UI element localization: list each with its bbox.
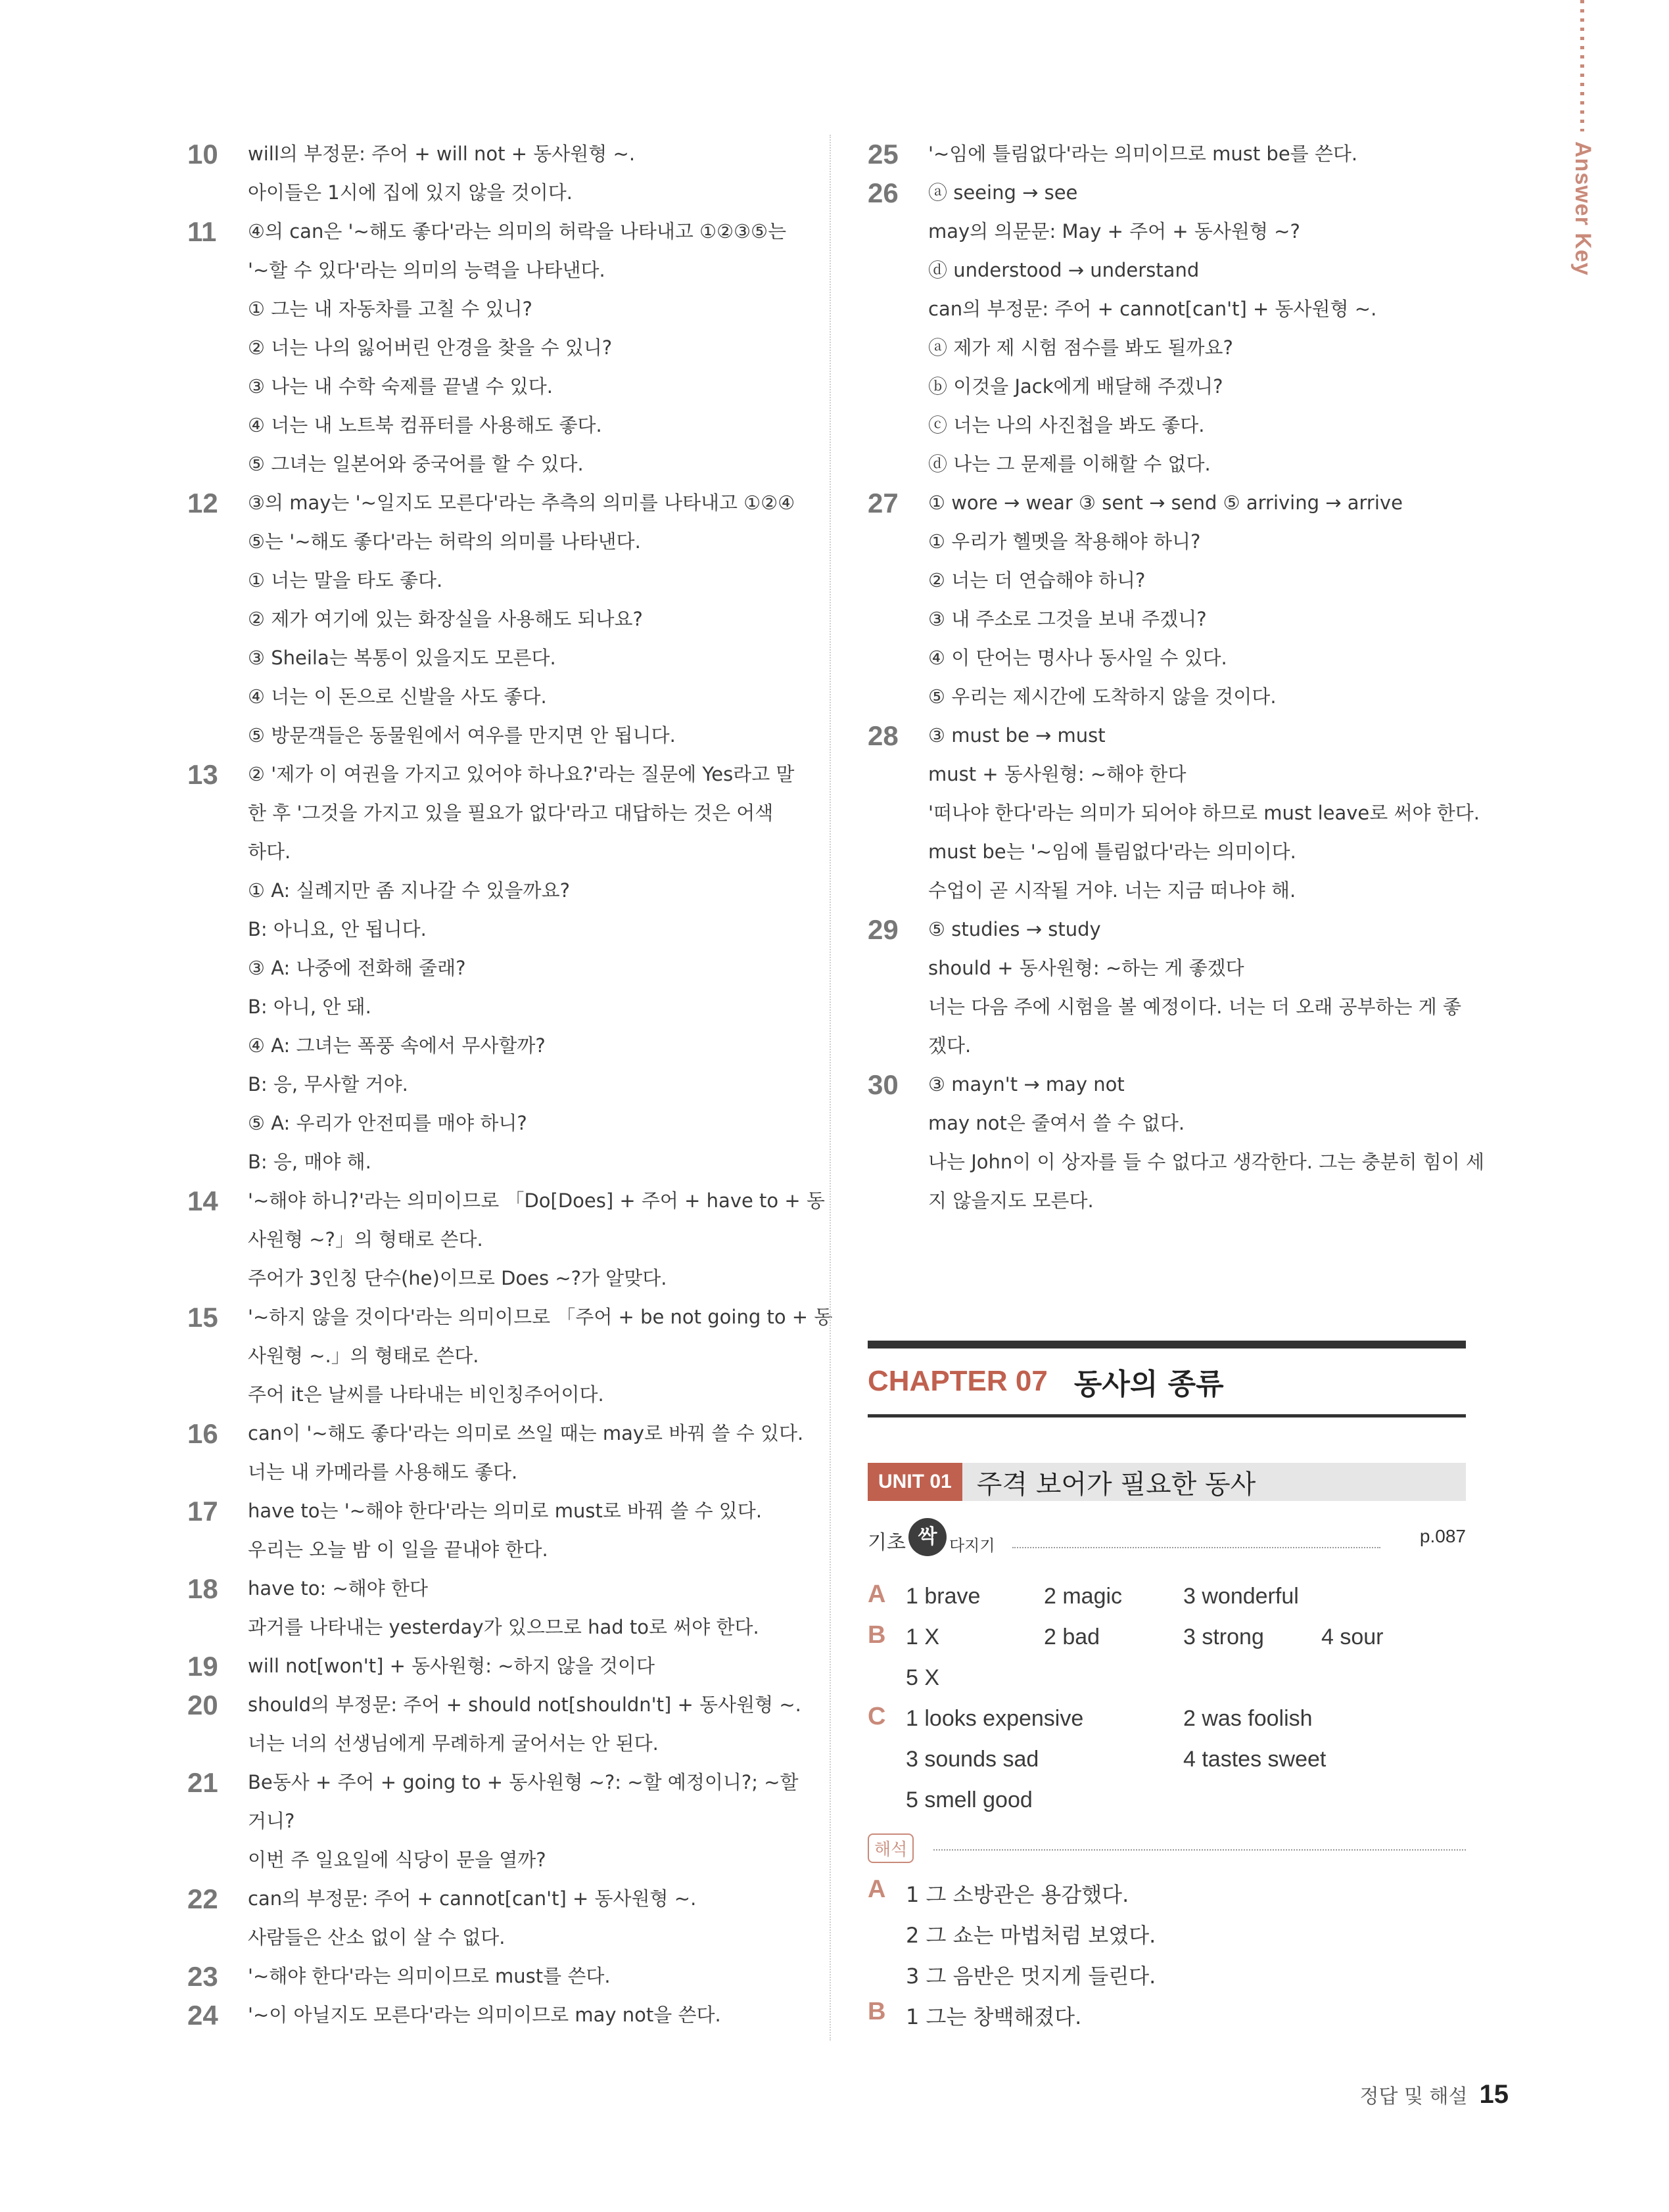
answer-item [187, 1996, 805, 2035]
answer-line: can의 부정문: 주어 + cannot[can't] + 동사원형 ~. [248, 1887, 697, 1910]
answer-line: ③ mayn't → may not [928, 1073, 1125, 1095]
answer-line: ④ 너는 이 돈으로 신발을 사도 좋다. [248, 685, 547, 708]
answer-number: 26 [868, 177, 899, 208]
answer-line: ④ 이 단어는 명사나 동사일 수 있다. [928, 647, 1227, 669]
answer-line: 과거를 나타내는 yesterday가 있으므로 had to로 써야 한다. [248, 1616, 759, 1638]
answer-line: ⑤ 방문객들은 동물원에서 여우를 만지면 안 됩니다. [248, 724, 676, 747]
answer-number: 15 [187, 1302, 218, 1333]
answer-line: 너는 내 카메라를 사용해도 좋다. [248, 1461, 518, 1483]
answer-line: will not[won't] + 동사원형: ~하지 않을 것이다 [248, 1655, 655, 1677]
answer-line: '~해야 하니?'라는 의미이므로 「Do[Does] + 주어 + have to + 동 [248, 1189, 825, 1212]
answer-number: 16 [187, 1418, 218, 1449]
answer-line: ⑤ 우리는 제시간에 도착하지 않을 것이다. [928, 685, 1277, 708]
answer-number: 20 [187, 1690, 218, 1720]
answer-line: B: 아니, 안 돼. [248, 996, 371, 1018]
answer-line: ③ Sheila는 복통이 있을지도 모른다. [248, 647, 556, 669]
answer-item [868, 716, 1480, 910]
answer-line: 나는 John이 이 상자를 들 수 없다고 생각한다. 그는 충분히 힘이 세 [928, 1151, 1485, 1173]
column-divider [830, 135, 831, 2040]
chapter-top-rule [868, 1341, 1466, 1348]
chapter-title: 동사의 종류 [1073, 1368, 1224, 1401]
answer-c3: 3 sounds sad [906, 1747, 1039, 1772]
answer-number: 22 [187, 1883, 218, 1914]
chapter-label: CHAPTER 07 [868, 1365, 1048, 1397]
section-letter-b: B [868, 1621, 886, 1649]
answer-line: '떠나야 한다'라는 의미가 되어야 하므로 must leave로 써야 한다. [928, 802, 1480, 824]
answer-item [187, 484, 805, 755]
translation-a1: 1 그 소방관은 용감했다. [906, 1882, 1129, 1907]
answer-line: have to: ~해야 한다 [248, 1577, 429, 1600]
answer-line: ① 너는 말을 타도 좋다. [248, 569, 443, 591]
answer-line: ① A: 실례지만 좀 지나갈 수 있을까요? [248, 879, 570, 902]
answer-item [187, 1414, 805, 1492]
unit-title: 주격 보어가 필요한 동사 [976, 1469, 1256, 1500]
translation-a2: 2 그 쇼는 마법처럼 보였다. [906, 1923, 1156, 1948]
answer-line: ⓓ understood → understand [928, 259, 1200, 281]
answer-line: '~해야 한다'라는 의미이므로 must를 쓴다. [248, 1965, 611, 1987]
answer-item [187, 1957, 805, 1996]
answer-line: ④의 can은 '~해도 좋다'라는 의미의 허락을 나타내고 ①②③⑤는 [248, 220, 787, 242]
dotted-leader [933, 1849, 1466, 1851]
answer-c1: 1 looks expensive [906, 1706, 1084, 1731]
answer-line: 주어가 3인칭 단수(he)이므로 Does ~?가 알맞다. [248, 1267, 667, 1289]
answer-item [868, 484, 1466, 716]
answer-line: 아이들은 1시에 집에 있지 않을 것이다. [248, 181, 573, 204]
answer-a2: 2 magic [1044, 1584, 1123, 1609]
answer-c5: 5 smell good [906, 1787, 1033, 1812]
answer-line: '~이 아닐지도 모른다'라는 의미이므로 may not을 쓴다. [248, 2004, 721, 2026]
answer-line: 우리는 오늘 밤 이 일을 끝내야 한다. [248, 1538, 548, 1561]
answer-item [187, 1182, 825, 1298]
answer-key-side-label: Answer Key [1570, 141, 1595, 276]
answer-number: 17 [187, 1496, 218, 1527]
answer-item [187, 1492, 805, 1569]
answer-line: should + 동사원형: ~하는 게 좋겠다 [928, 957, 1244, 979]
right-answer-column [868, 135, 1485, 1220]
side-dots [1580, 0, 1584, 131]
translation-badge: 해석 [868, 1833, 914, 1863]
answer-line: B: 아니요, 안 됩니다. [248, 918, 427, 940]
ssak-circle-icon: 싹 [908, 1518, 947, 1556]
answer-c4: 4 tastes sweet [1183, 1747, 1327, 1772]
answer-line: 하다. [248, 841, 291, 863]
answer-line: ⑤는 '~해도 좋다'라는 허락의 의미를 나타낸다. [248, 530, 641, 553]
translation-a3: 3 그 음반은 멋지게 들린다. [906, 1964, 1156, 1989]
answer-number: 25 [868, 139, 899, 170]
answer-number: 12 [187, 488, 218, 518]
answer-line: 겠다. [928, 1034, 972, 1057]
answer-line: ⓐ 제가 제 시험 점수를 봐도 될까요? [928, 336, 1233, 359]
answer-line: 사원형 ~.」의 형태로 쓴다. [248, 1345, 479, 1367]
answer-line: ⑤ studies → study [928, 918, 1101, 940]
answer-number: 27 [868, 488, 899, 518]
answer-number: 23 [187, 1961, 218, 1992]
section-letter-a: A [868, 1580, 886, 1608]
answer-line: 지 않을지도 모른다. [928, 1189, 1094, 1212]
answer-item [187, 1298, 833, 1414]
answer-line: 사원형 ~?」의 형태로 쓴다. [248, 1228, 483, 1251]
answer-item [868, 173, 1466, 484]
answer-line: 수업이 곧 시작될 거야. 너는 지금 떠나야 해. [928, 879, 1296, 902]
answer-line: 너는 너의 선생님에게 무례하게 굴어서는 안 된다. [248, 1732, 659, 1755]
answer-line: will의 부정문: 주어 + will not + 동사원형 ~. [248, 143, 636, 165]
unit-header [868, 1463, 1466, 1501]
answer-a3: 3 wonderful [1183, 1584, 1299, 1609]
answer-number: 10 [187, 139, 218, 170]
answer-line: ① wore → wear ③ sent → send ⑤ arriving → arrive [928, 492, 1403, 514]
answer-line: may not은 줄여서 쓸 수 없다. [928, 1112, 1185, 1134]
chapter-bottom-rule [868, 1414, 1466, 1417]
answer-line: ⓑ 이것을 Jack에게 배달해 주겠니? [928, 375, 1223, 398]
answer-line: ③ A: 나중에 전화해 줄래? [248, 957, 466, 979]
answer-line: must + 동사원형: ~해야 한다 [928, 763, 1187, 785]
answer-line: ② '제가 이 여권을 가지고 있어야 하나요?'라는 질문에 Yes라고 말 [248, 763, 795, 785]
answer-line: should의 부정문: 주어 + should not[shouldn't] + 동사원형 ~. [248, 1694, 801, 1716]
answer-item [868, 135, 1466, 173]
answer-line: 거니? [248, 1810, 295, 1832]
answer-b2: 2 bad [1044, 1624, 1100, 1649]
answer-line: ③의 may는 '~일지도 모른다'라는 추측의 의미를 나타내고 ①②④ [248, 492, 795, 514]
answer-line: ④ A: 그녀는 폭풍 속에서 무사할까? [248, 1034, 546, 1057]
answer-line: '~하지 않을 것이다'라는 의미이므로 「주어 + be not going to + 동 [248, 1306, 833, 1328]
answer-number: 24 [187, 2000, 218, 2031]
basic-label: 기초 [868, 1531, 906, 1554]
answer-line: 한 후 '그것을 가지고 있을 필요가 없다'라고 대답하는 것은 어색 [248, 802, 774, 824]
answer-number: 13 [187, 759, 218, 790]
section-letter-c: C [868, 1703, 886, 1730]
answer-a1: 1 brave [906, 1584, 981, 1609]
answer-line: 너는 다음 주에 시험을 볼 예정이다. 너는 더 오래 공부하는 게 좋 [928, 996, 1461, 1018]
answer-line: B: 응, 매야 해. [248, 1151, 371, 1173]
answer-item [187, 1647, 805, 1686]
chapter-header [868, 1341, 1466, 1417]
translation-letter-a: A [868, 1876, 886, 1903]
answer-line: 주어 it은 날씨를 나타내는 비인칭주어이다. [248, 1383, 604, 1406]
translation-b1: 1 그는 창백해졌다. [906, 2004, 1082, 2029]
answer-line: ② 너는 더 연습해야 하니? [928, 569, 1146, 591]
answer-line: ⑤ 그녀는 일본어와 중국어를 할 수 있다. [248, 453, 584, 475]
answer-line: Be동사 + 주어 + going to + 동사원형 ~?: ~할 예정이니?; ~할 [248, 1771, 799, 1793]
answer-line: 사람들은 산소 없이 살 수 없다. [248, 1926, 505, 1948]
answer-number: 11 [187, 216, 217, 247]
answer-item [187, 755, 805, 1182]
answer-number: 29 [868, 914, 899, 945]
answer-line: '~할 수 있다'라는 의미의 능력을 나타낸다. [248, 259, 605, 281]
answer-b3: 3 strong [1183, 1624, 1264, 1649]
page-reference: p.087 [1419, 1526, 1466, 1546]
answer-line: '~임에 틀림없다'라는 의미이므로 must be를 쓴다. [928, 143, 1358, 165]
answer-line: have to는 '~해야 한다'라는 의미로 must로 바꿔 쓸 수 있다. [248, 1500, 763, 1522]
answer-item [187, 1686, 805, 1763]
answer-line: ① 그는 내 자동차를 고칠 수 있니? [248, 298, 532, 320]
answer-line: ③ must be → must [928, 724, 1106, 747]
translation-header [868, 1833, 1466, 1862]
answer-line: may의 의문문: May + 주어 + 동사원형 ~? [928, 220, 1300, 242]
page-footer [1360, 2080, 1509, 2109]
answer-number: 19 [187, 1651, 218, 1682]
answer-b4: 4 sour [1321, 1624, 1384, 1649]
answer-line: ③ 나는 내 수학 숙제를 끝낼 수 있다. [248, 375, 553, 398]
answer-line: ⓐ seeing → see [928, 181, 1078, 204]
answer-b1: 1 X [906, 1624, 940, 1649]
answer-line: ⓓ 나는 그 문제를 이해할 수 없다. [928, 453, 1211, 475]
answer-item [868, 910, 1466, 1065]
answer-line: ③ 내 주소로 그것을 보내 주겠니? [928, 608, 1207, 630]
answer-number: 30 [868, 1069, 899, 1100]
answer-line: ② 너는 나의 잃어버린 안경을 찾을 수 있니? [248, 336, 613, 359]
answer-line: ⑤ A: 우리가 안전띠를 매야 하니? [248, 1112, 527, 1134]
answer-line: ④ 너는 내 노트북 컴퓨터를 사용해도 좋다. [248, 414, 602, 436]
answer-item [187, 1879, 805, 1957]
basic-practice-header [868, 1518, 1466, 1557]
answer-item [868, 1065, 1485, 1220]
answer-line: ② 제가 여기에 있는 화장실을 사용해도 되나요? [248, 608, 643, 630]
answer-number: 21 [187, 1767, 218, 1798]
answer-item [187, 1763, 805, 1879]
answer-line: 이번 주 일요일에 식당이 문을 열까? [248, 1849, 546, 1871]
answer-b5: 5 X [906, 1665, 940, 1690]
answer-line: ⓒ 너는 나의 사진첩을 봐도 좋다. [928, 414, 1205, 436]
left-answer-column [187, 135, 833, 2035]
answer-item [187, 212, 805, 484]
answer-c2: 2 was foolish [1183, 1706, 1313, 1731]
answer-item [187, 1569, 805, 1647]
answer-number: 18 [187, 1573, 218, 1604]
answer-line: ① 우리가 헬멧을 착용해야 하니? [928, 530, 1201, 553]
answer-line: can의 부정문: 주어 + cannot[can't] + 동사원형 ~. [928, 298, 1377, 320]
answer-line: must be는 '~임에 틀림없다'라는 의미이다. [928, 841, 1296, 863]
footer-text: 정답 및 해설 [1359, 2085, 1468, 2108]
answer-number: 14 [187, 1186, 218, 1216]
translation-letter-b: B [868, 1998, 886, 2025]
dotted-leader [1012, 1547, 1380, 1548]
basic-suffix: 다지기 [949, 1536, 995, 1555]
answer-line: B: 응, 무사할 거야. [248, 1073, 408, 1095]
answer-line: can이 '~해도 좋다'라는 의미로 쓰일 때는 may로 바꿔 쓸 수 있다. [248, 1422, 804, 1444]
answer-number: 28 [868, 720, 899, 751]
answer-item [187, 135, 805, 212]
page-number: 15 [1479, 2080, 1509, 2109]
unit-badge: UNIT 01 [868, 1463, 962, 1501]
